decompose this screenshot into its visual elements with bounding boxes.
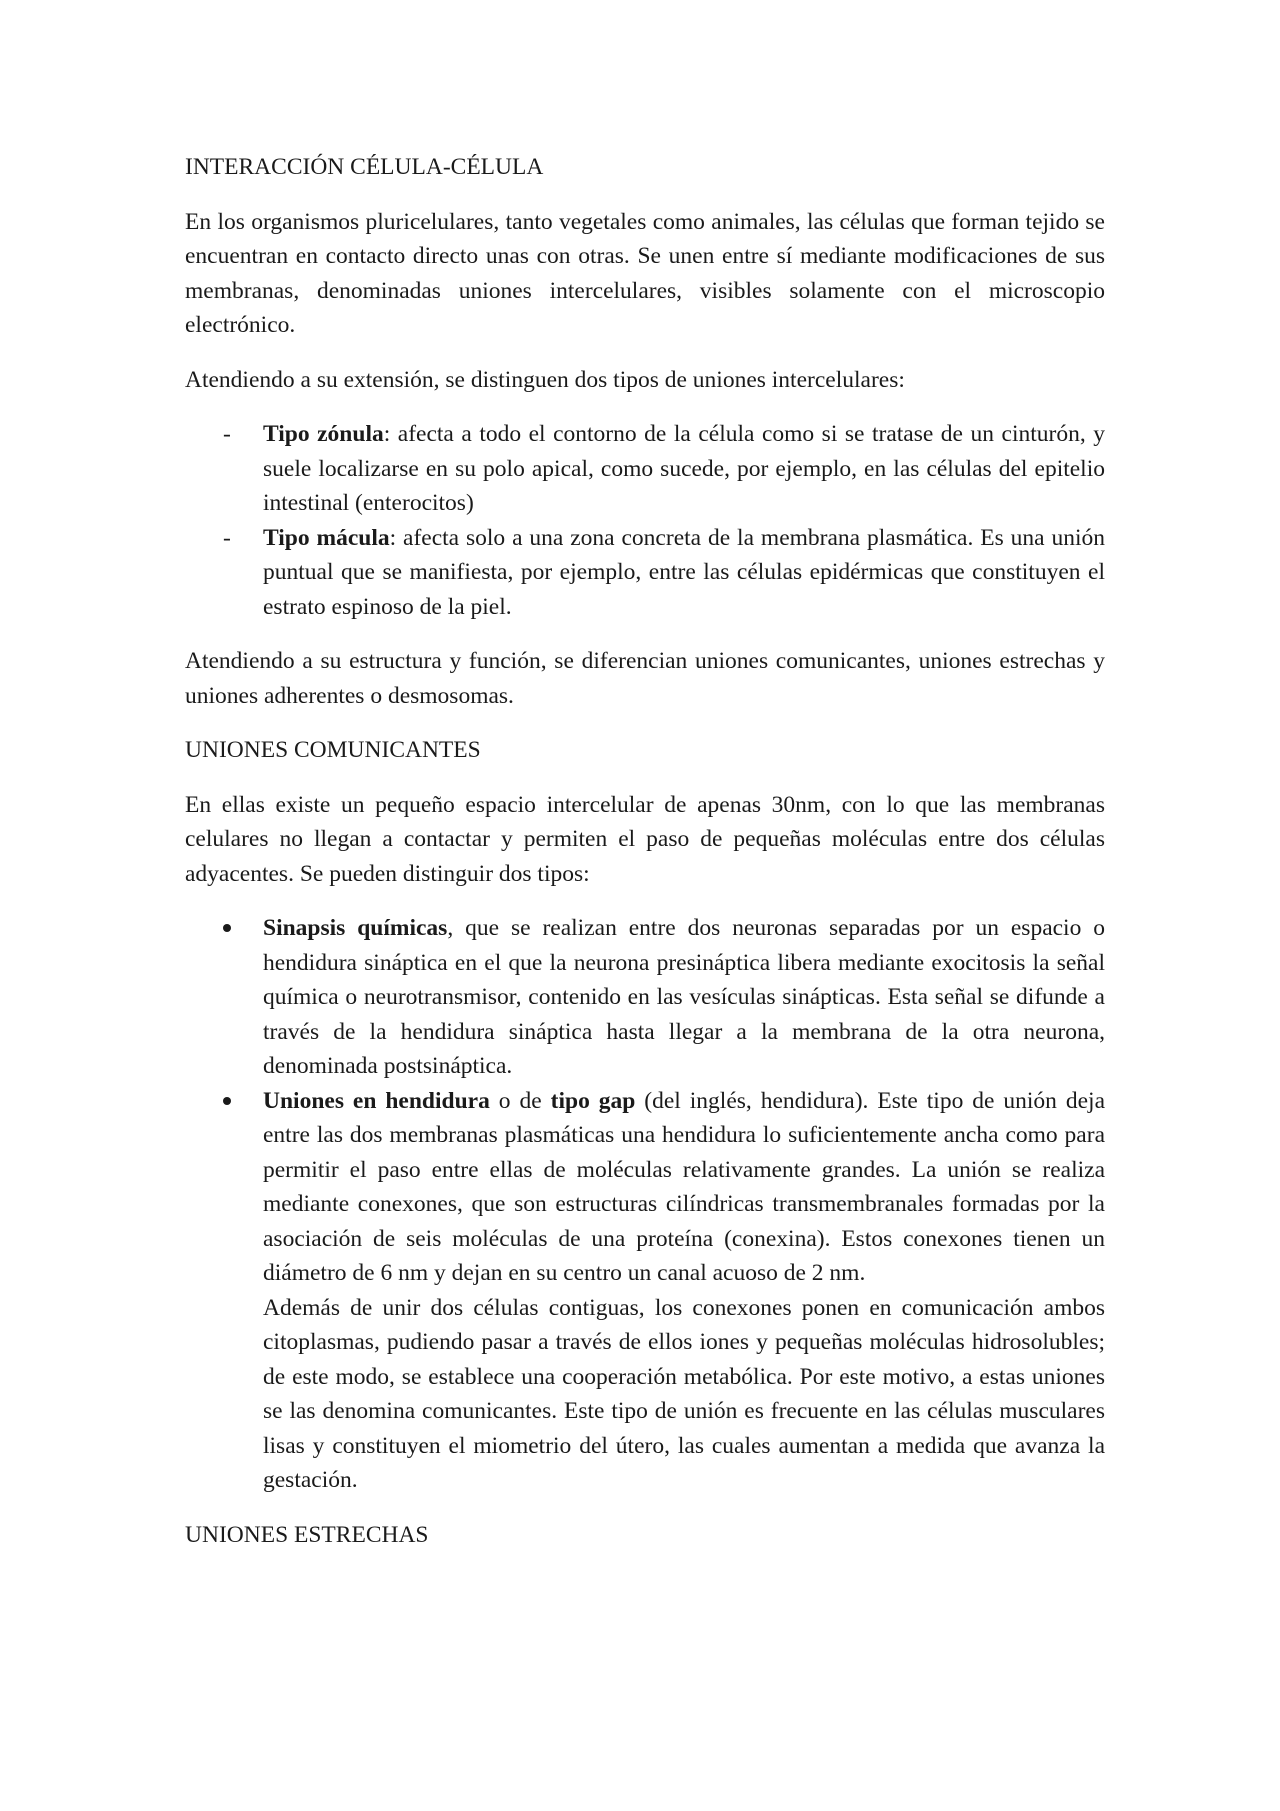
comunicantes-paragraph: En ellas existe un pequeño espacio intercelular de apenas 30nm, con lo que las membranas celulares no llegan a contactar y permiten el paso de pequeñas moléculas entre dos células adyacentes. Se pueden distinguir dos tipos: xyxy=(185,791,1105,887)
dash-marker: - xyxy=(223,524,231,551)
term-zonula: Tipo zónula xyxy=(263,421,384,447)
dash-marker: - xyxy=(223,421,231,447)
list-item-zonula xyxy=(185,417,1105,521)
gap-description-continued: Además de unir dos células contiguas, los conexones ponen en comunicación ambos citoplasmas, pudiendo pasar a través de ellos iones y pequeñas moléculas hidrosolubles; de este modo, se establece una cooperación metabólica. Por este motivo, a estas uniones se las denomina comunicantes. Este tipo de unión es frecuente en las células musculares lisas y constituyen el miometrio del útero, las cuales aumentan a medida que avanza la gestación. xyxy=(263,1294,1105,1493)
structure-intro-paragraph: Atendiendo a su estructura y función, se diferencian uniones comunicantes, uniones estrechas y uniones adherentes o desmosomas. xyxy=(185,648,1105,709)
bullet-icon xyxy=(223,911,243,946)
section-heading-estrechas: UNIONES ESTRECHAS xyxy=(185,1521,429,1548)
page-title: INTERACCIÓN CÉLULA-CÉLULA xyxy=(185,154,544,180)
term-hendidura: Uniones en hendidura xyxy=(263,1087,490,1114)
bullet-icon xyxy=(223,1084,243,1119)
macula-description: : afecta solo a una zona concreta de la membrana plasmática. Es una unión puntual que se manifiesta, por ejemplo, entre las células epidérmicas que constituyen el estrato espinoso de la piel. xyxy=(263,524,1105,620)
list-item-gap xyxy=(185,1084,1105,1498)
sinapsis-description: , que se realizan entre dos neuronas separadas por un espacio o hendidura sináptica en el que la neurona presináptica libera mediante exocitosis la señal química o neurotransmisor, contenido en las vesículas sinápticas. Esta señal se difunde a través de la hendidura sináptica hasta llegar a la membrana de la otra neurona, denominada postsináptica. xyxy=(263,915,1105,1079)
extension-types-list xyxy=(185,417,1105,624)
zonula-description: : afecta a todo el contorno de la célula como si se tratase de un cinturón, y suele localizarse en su polo apical, como sucede, por ejemplo, en las células del epitelio intestinal (enterocitos) xyxy=(263,421,1105,516)
comunicantes-types-list xyxy=(185,911,1105,1498)
term-tipo-gap: tipo gap xyxy=(550,1087,636,1114)
gap-description: Uniones en hendidura o de tipo gap (del inglés, hendidura). Este tipo de unión deja entre las dos membranas plasmáticas una hendidura lo suficientemente ancha como para permitir el paso entre ellas de moléculas relativamente grandes. La unión se realiza mediante conexones, que son estructuras cilíndricas transmembranales formadas por la asociación de seis moléculas de una proteína (conexina). Estos conexones tienen un diámetro de 6 nm y dejan en su centro un canal acuoso de 2 nm. xyxy=(263,1087,1106,1286)
section-heading-comunicantes: UNIONES COMUNICANTES xyxy=(185,737,481,763)
list-item-macula xyxy=(185,521,1105,625)
intro-paragraph: En los organismos pluricelulares, tanto vegetales como animales, las células que forman tejido se encuentran en contacto directo unas con otras. Se unen entre sí mediante modificaciones de sus membranas, denominadas uniones intercelulares, visibles solamente con el microscopio electrónico. xyxy=(185,208,1105,338)
list-item-sinapsis xyxy=(185,911,1105,1084)
extension-intro-paragraph: Atendiendo a su extensión, se distinguen dos tipos de uniones intercelulares: xyxy=(185,366,905,393)
document-page xyxy=(185,150,1105,1572)
term-macula: Tipo mácula xyxy=(263,524,390,551)
term-sinapsis: Sinapsis químicas xyxy=(263,915,448,941)
